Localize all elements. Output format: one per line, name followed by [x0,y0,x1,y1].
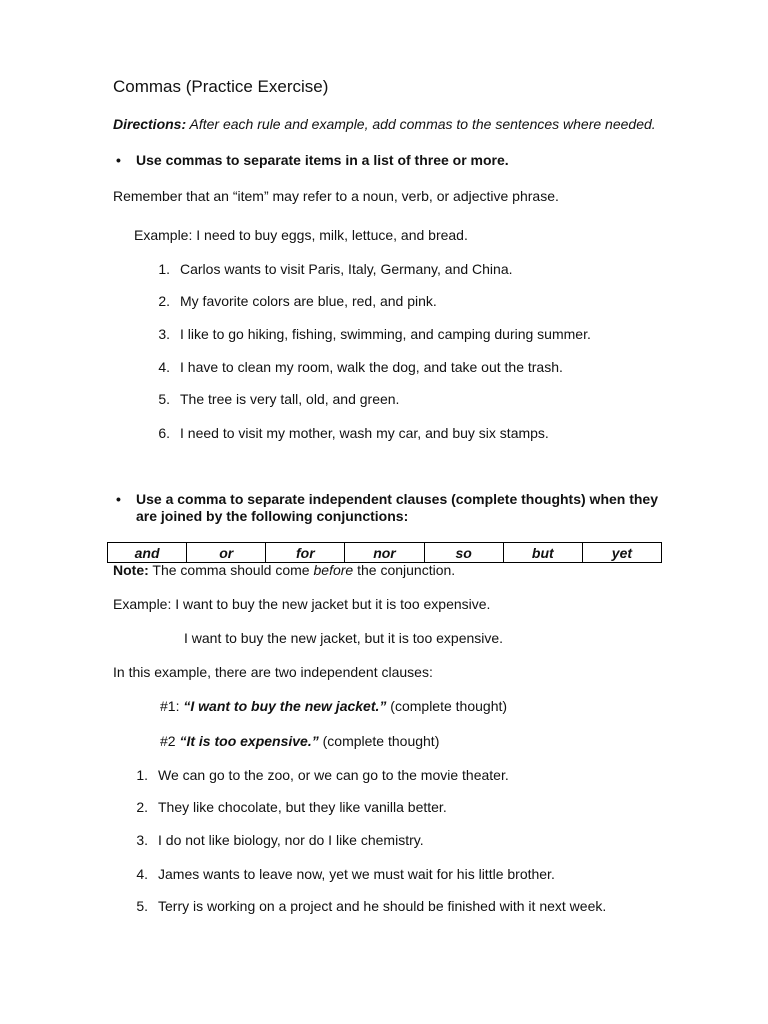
conjunction-cell: and [108,543,187,563]
item-number: 4. [136,866,148,882]
list-item [156,326,591,343]
note-text-end: the conjunction. [353,562,456,578]
item-number: 6. [158,425,170,441]
item-text: They like chocolate, but they like vanilla better. [158,799,447,815]
conjunction-cell: nor [345,543,424,563]
note-emphasis: before [313,562,354,578]
conjunction-cell: or [187,543,266,563]
list-item [156,261,513,278]
item-text: James wants to leave now, yet we must wait for his little brother. [158,866,555,882]
directions-label: Directions: [113,116,187,132]
rule1-example: Example: I need to buy eggs, milk, lettuce, and bread. [134,227,468,243]
item-number: 2. [136,799,148,815]
list-item [156,293,437,310]
page-title: Commas (Practice Exercise) [113,77,329,96]
clause-2-quote: “It is too expensive.” [179,733,319,749]
conjunction-cell: for [266,543,345,563]
item-number: 5. [158,391,170,407]
item-number: 5. [136,898,148,914]
item-text: I like to go hiking, fishing, swimming, and camping during summer. [180,326,591,342]
clause-2-suffix: (complete thought) [318,733,440,749]
rule1-note: Remember that an “item” may refer to a noun, verb, or adjective phrase. [113,188,559,204]
note-text: The comma should come [148,562,314,578]
item-number: 3. [136,832,148,848]
item-number: 3. [158,326,170,342]
item-number: 1. [158,261,170,277]
rule2-heading-line1: Use a comma to separate independent clauses (complete thoughts) when they [136,491,659,507]
clause-1-prefix: #1: [160,698,184,714]
item-text: I have to clean my room, walk the dog, and take out the trash. [180,359,563,375]
note-label: Note: [113,562,149,578]
item-text: We can go to the zoo, or we can go to the movie theater. [158,767,509,783]
conjunction-cell: yet [582,543,661,563]
rule2-note [113,562,455,579]
list-item [156,391,399,408]
conjunctions-table [107,542,662,563]
conjunction-cell: so [424,543,503,563]
clause-2 [160,733,439,750]
item-number: 4. [158,359,170,375]
list-item [134,767,509,784]
list-item [156,425,549,442]
item-number: 2. [158,293,170,309]
table-row [108,543,662,563]
list-item [134,832,424,849]
clause-2-prefix: #2 [160,733,180,749]
item-text: I need to visit my mother, wash my car, and buy six stamps. [180,425,549,441]
item-number: 1. [136,767,148,783]
list-item [134,898,606,915]
clause-1-quote: “I want to buy the new jacket.” [183,698,387,714]
rule2-example-correct: I want to buy the new jacket, but it is too expensive. [184,630,504,646]
directions-text: After each rule and example, add commas to the sentences where needed. [186,116,656,132]
item-text: Carlos wants to visit Paris, Italy, Germany, and China. [180,261,513,277]
item-text: The tree is very tall, old, and green. [180,391,400,407]
list-item [156,359,563,376]
item-text: My favorite colors are blue, red, and pink. [180,293,437,309]
item-text: I do not like biology, nor do I like chemistry. [158,832,424,848]
clause-1 [160,698,507,715]
directions [113,116,656,133]
rule2-example-incorrect: Example: I want to buy the new jacket but it is too expensive. [113,596,491,612]
conjunction-cell: but [503,543,582,563]
rule1-bullet: • [116,152,121,168]
rule2-explanation: In this example, there are two independent clauses: [113,664,433,680]
rule2-heading-line2: are joined by the following conjunctions: [136,508,409,524]
item-text: Terry is working on a project and he should be finished with it next week. [158,898,607,914]
rule1-heading: Use commas to separate items in a list of three or more. [136,152,509,168]
list-item [134,799,447,816]
list-item [134,866,555,883]
rule2-bullet: • [116,491,121,507]
clause-1-suffix: (complete thought) [386,698,508,714]
